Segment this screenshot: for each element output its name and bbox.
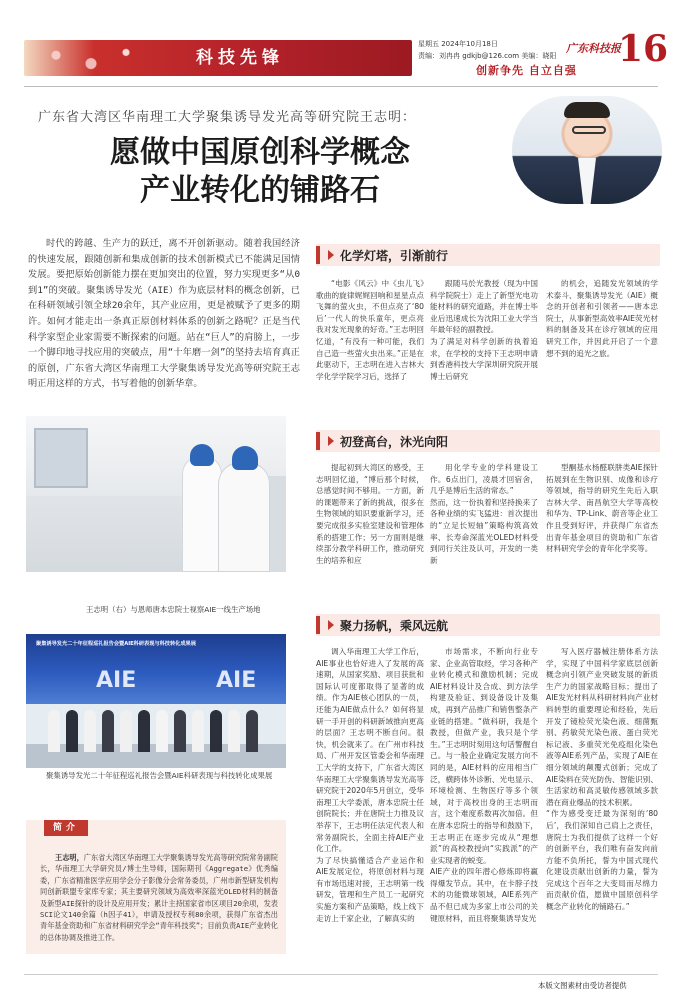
section-1-col-1 [316,278,424,392]
section-bar [316,616,320,634]
section-title-1: 化学灯塔，引渐前行 [340,249,449,263]
date-line [418,38,556,62]
event-logo-right: AIE [216,668,257,693]
section-2-col-3 [546,462,658,600]
section-2-col-2-text: 用化学专业的学科建设工作。6点出门，凌晨才回宿舍，几乎是博后生活的常态。” 然而，这一份执着和坚持换来了各种业绩的实飞猛进：首次提出的“立足长短轴”策略构筑高效率、长寿命深蓝光OLED材料受到同行关注及认可，开发的一类新 [430,463,538,565]
section-3-col-1-text: 调入华南理工大学工作后，AIE事业也恰好进入了发展的高速期，从国家奖励、项目获批和国际认可度都取得了显著的成绩。作为AIE核心团队的一员，还能为AIE做点什么？如何将显研一手开创的科研新域推向更高的层面？王志明不断自问。很快，机会就来了。在广州市科技局、广州开发区管委会和华南理工大学的支持下，广东省大湾区华南理工大学聚集诱导发光高等研究院于2020年5月创立，受华南理工大学委派，唐本忠院士任创院院长；并在唐院士力推及议举荐下，王志明任法定代表人和常务副院长，全面主持AIE产业化工作。 为了尽快搞懂适合产业运作和AIE发展定位，将原创材料与现有市场迅速对接，王志明第一线研发，管理和生产员工一起研究实施方案和产品策略，线上线下走访上千家企业，了解真实的 [316,647,424,923]
page-header [0,0,682,82]
group-person [156,710,168,752]
article-kicker: 广东省大湾区华南理工大学聚集诱导发光高等研究院王志明： [38,110,417,125]
newspaper-logo: 广东科技报 [566,42,621,55]
bio-body: 广东省大湾区华南理工大学聚集诱导发光高等研究院常务副院长，华南理工大学研究员/博士生导师，国际期刊《Aggregate》优秀编委，广东省精准医学应用学会分子影像分会常务委员，广州市新型研发机构同创新联盟专家库专家；其主要研究领域为高效率深蓝光OLED材料的制备及新型AIE探针的设计及应用开发；累计主持国家省市区项目20余项，发表SCI论文140余篇（h因子41），申请及授权专利80余项，获得广东省杰出青年基金资助和广东省材料研究学会“青年科技奖”；目前负责AIE产业转化的总体协调及推进工作。 [40,853,278,942]
event-screen-text: 聚集诱导发光二十年征程巡礼报告会暨AIE科研表现与科技转化成果展 [36,641,196,647]
section-bar [316,246,320,264]
section-1-col-3 [546,278,658,392]
bio-tag: 简介 [44,820,88,836]
page-number: 16 [618,28,669,70]
section-arrow-icon [328,620,334,630]
bio-name: 王志明， [55,853,84,862]
section-arrow-icon [328,436,334,446]
person-left-cap [190,444,214,466]
article-headline [60,134,460,210]
group-person [246,710,258,752]
group-person [102,710,114,752]
banner-decoration [28,44,168,72]
group-person [192,710,204,752]
section-3-col-3 [546,646,658,964]
section-1-col-1-text: “电影《风云》中《虫儿飞》歌曲的旋律娓娓回响和星星点点飞舞的萤火虫，不但点亮了‘80后’一代人的快乐童年，更点亮我对发光现象的好奇。”王志明回忆道，“有没有一种可能，我们自己造一些萤火虫出来。”正是在此驱动下，王志明在进入吉林大学化学学院学习后，选择了 [316,279,424,381]
group-person [174,710,186,752]
section-2-col-2 [430,462,538,600]
section-title: 科技先锋 [196,48,284,68]
section-1-col-3-text: 的机会，追随发光领域的学术泰斗、聚集诱导发光（AIE）概念的开创者和引领者——唐本忠院士，从事新型高效率AIE荧光材料的制备及其在诊疗领域的应用研究工作，并因此开启了一个意想不到的追光之旅。 [546,279,658,358]
person-right-cap [232,446,258,470]
headline-line-2: 产业转化的铺路石 [140,173,380,208]
footer-credit: 本版文图素材由受访者提供 [538,981,627,990]
section-head-2 [316,430,660,452]
portrait-glasses [572,126,606,134]
event-photo [26,634,286,768]
section-head-1 [316,244,660,266]
bio-text [40,852,278,943]
section-bar [316,432,320,450]
section-3-col-2 [430,646,538,964]
section-arrow-icon [328,250,334,260]
person-left [182,456,222,572]
editor-text: 责编：刘冉冉 gdkjb@126.com 美编：晓阳 [418,52,557,60]
article-intro: 时代的跨越、生产力的跃迁，离不开创新驱动。随着我国经济的快速发展，跟随创新和集成创新的技术创新模式已不能满足国情发展。要把原始创新能力摆在更加突出的位置，努力实现更多“从0到1”的突破。聚集诱导发光（AIE）作为底层材料的概念创新，已在科研领域引领全球20余年，其产业应用，更是被赋予了更多的期许。如何才能走出一条真正原创材料体系的创新之路呢？正是当代科学家型企业家需要不断探索的问题。站在“巨人”的肩膀上，一步一个脚印地寻找应用的突破点，用“十年磨一剑”的坚持去培育真正的原创，广东省大湾区华南理工大学聚集诱导发光高等研究院王志明正用这样的方式，书写着他的创新华章。 [28,238,300,390]
group-person [48,710,60,752]
group-person [120,710,132,752]
headline-line-1: 愿做中国原创科学概念 [110,135,410,170]
section-1-col-2 [430,278,538,392]
date-text: 星期五 2024年10月18日 [418,40,498,48]
section-head-3 [316,614,660,636]
group-person [228,710,240,752]
section-1-col-2-text: 跟随马於光教授（现为中国科学院院士）走上了新型光电功能材料的研究道路，并在博士毕业后迅速成长为沈阳工业大学当年最年轻的副教授。 为了满足对科学创新的执着追求，在学校的支持下王志明申请到香港科技大学深圳研究院开展博士后研究 [430,279,538,381]
photo-caption-2: 聚集诱导发光二十年征程巡礼报告会暨AIE科研表现与科技转化成果展 [46,771,273,780]
section-2-col-1 [316,462,424,600]
group-person [138,710,150,752]
section-title-3: 聚力扬帆，乘风远航 [340,619,449,633]
group-person [66,710,78,752]
lab-window [34,428,88,488]
person-right [218,462,270,572]
section-title-2: 初登高台，沐光向阳 [340,435,449,449]
group-person [84,710,96,752]
event-group [48,710,278,754]
section-2-col-3-text: 型酮基水杨醛联肼类AIE探针拓展到在生物识别、成像和诊疗等领域，指导的研究生先后入职吉林大学、南昌航空大学等高校和华为、TP-Link、蔚音等企业工作且受到好评，并获得广东省杰出青年基金项目的资助和广东省材料研究学会的青年化学奖等。 [546,463,658,554]
lab-photo [26,416,286,572]
group-person [210,710,222,752]
event-logo-left: AIE [96,668,137,693]
slogan: 创新争先 自立自强 [476,64,577,77]
portrait-hair [564,102,610,118]
footer-divider [24,974,658,975]
photo-caption-1: 王志明（右）与恩师唐本忠院士视察AIE一线生产场地 [86,605,261,614]
section-3-col-1 [316,646,424,964]
section-3-col-3-text: 写入医疗器械注册体系方法学，实现了中国科学家底层创新概念向引领产业突破发展的新质生产力的国家战略目标；提出了AIE发光材料从科研材料向产业材料转型的重要理论和经验，先后开发了镜检荧光染色液、细菌甄别、药敏荧光染色液、蛋白荧光标记液、多重荧光免疫组化染色液等AIE系列产品，实现了AIE在细分领域的颠覆式创新；完成了AIE染料在荧光防伪、智能识别、生活家纺和高灵敏传感领域多款潜在商业爆品的技术积累。 “作为感受变迁最为深刻的‘80后’，我们深知自己肩上之责任，唐院士为我们提供了这样一个好的创新平台，我们唯有奋发向前方能不负所托，誓为中国式现代化建设贡献出创新的力量，誓为完成这个百年之大变局而尽绵力而贡献价值，愿做中国原创科学概念产业转化的铺路石。” [546,647,658,912]
section-2-col-1-text: 提起初到大湾区的感受，王志明回忆道，“博后那个时候，总感觉时间不够用。一方面，新的课题带来了新的挑战，很多在生物领域的知识要重新学习，还要完成很多实验室建设和管理体系的搭建工作；另一方面则是继续部分教学科研工作，推动研究生的培养和应 [316,463,424,565]
section-3-col-2-text: 市场需求，不断向行业专家、企业高管取经，学习各种产业转化模式和激励机制；完成AIE材料设计及合成、到方法学构建及验证、到设备设计及集成，再到产品推广和销售整条产业链的搭建。“做科研，我是个教授，但做产业，我只是个学生。”王志明时刻用这句话警醒自己。与一般企业确定发展方向不同的是，AIE材料的应用相当广泛，横跨体外诊断、光电显示、环境检测、生物医疗等多个领域，对于高校出身的王志明而言，这个难度系数再次加倍。但在唐本忠院士的指导和鼓励下，王志明正在逐步完成从“理想派”的高校教授向“实践派”的产业实现者的蜕变。 AIE产业的四年潜心修炼即将赢得爆发节点。其中，在卡脖子技术的功能微球领域，AIE系列产品不但已成为多家上市公司的关键原材料，而且将聚集诱导发光 [430,647,538,923]
portrait-photo [512,96,662,204]
header-divider [24,86,658,87]
portrait-shirt [578,158,596,204]
